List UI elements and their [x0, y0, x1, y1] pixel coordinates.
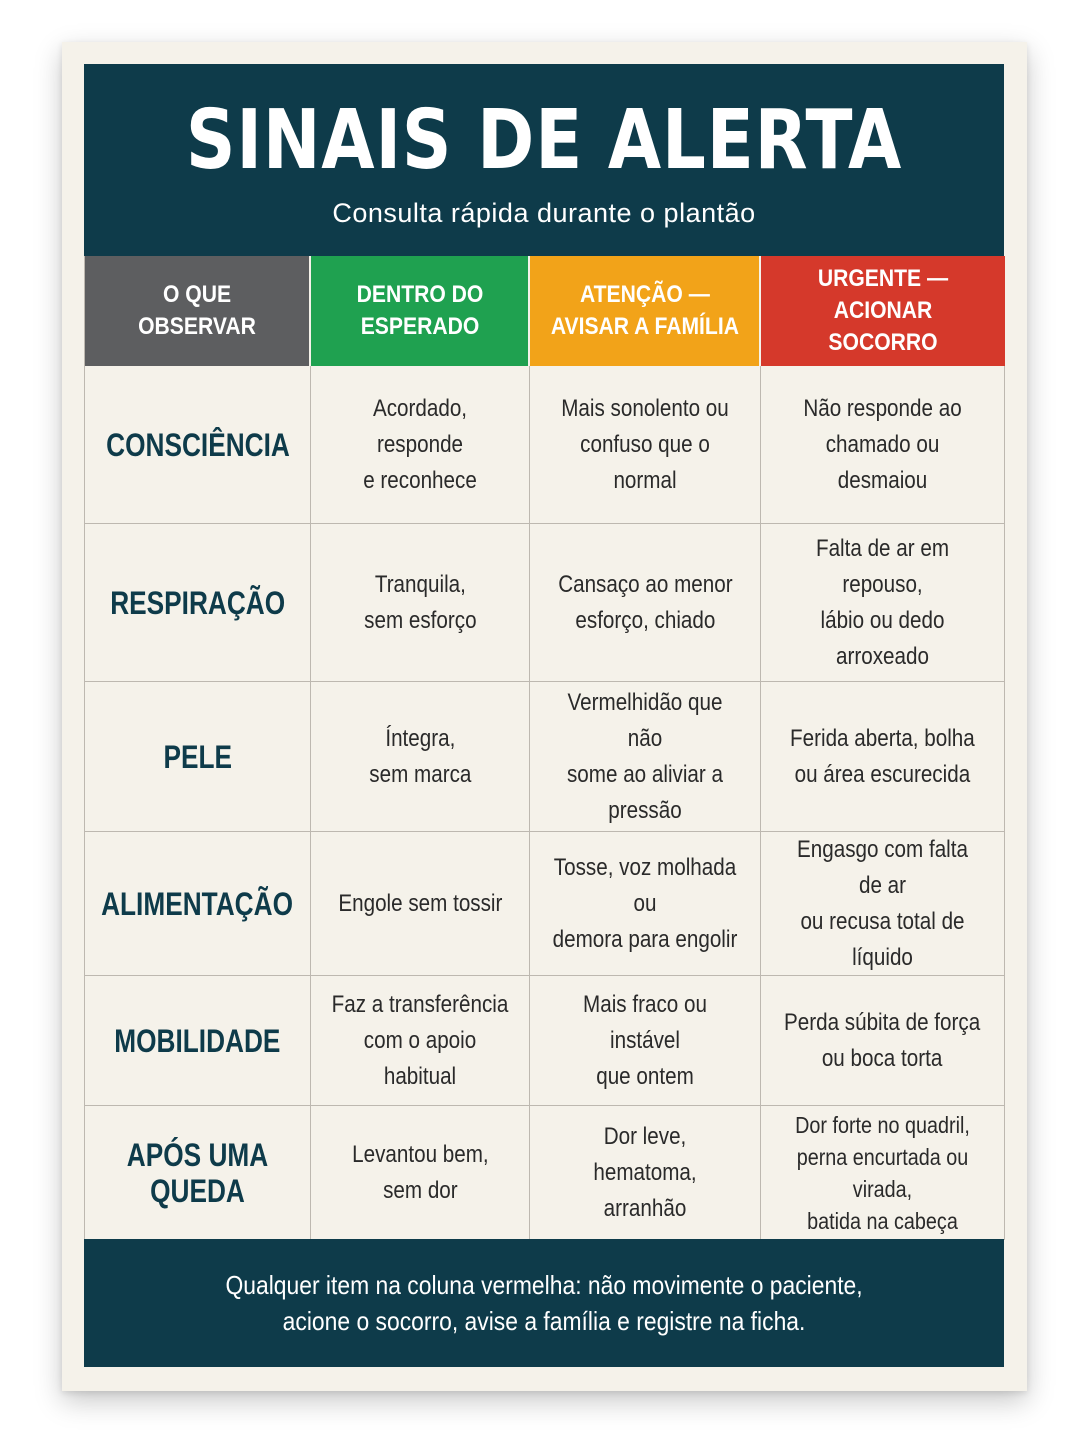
cell-attention: Cansaço ao menor esforço, chiado: [530, 524, 761, 682]
poster-subtitle: Consulta rápida durante o plantão: [332, 198, 756, 228]
column-header-observe: O QUE OBSERVAR: [85, 256, 311, 366]
cell-expected: Íntegra, sem marca: [311, 682, 530, 832]
alert-signs-table: [84, 256, 1005, 1240]
row-label-alimentacao: ALIMENTAÇÃO: [85, 832, 311, 976]
cell-attention: Mais fraco ou instável que ontem: [530, 976, 761, 1106]
alert-signs-poster: [62, 42, 1027, 1391]
cell-urgent: Não responde ao chamado ou desmaiou: [761, 366, 1005, 524]
cell-attention: Tosse, voz molhada ou demora para engolir: [530, 832, 761, 976]
column-header-attention: ATENÇÃO — AVISAR A FAMÍLIA: [530, 256, 761, 366]
column-header-urgent: URGENTE — ACIONAR SOCORRO: [761, 256, 1005, 366]
row-label-mobilidade: MOBILIDADE: [85, 976, 311, 1106]
cell-attention: Vermelhidão que não some ao aliviar a pressão: [530, 682, 761, 832]
cell-attention: Dor leve, hematoma, arranhão: [530, 1106, 761, 1240]
cell-attention: Mais sonolento ou confuso que o normal: [530, 366, 761, 524]
cell-urgent: Perda súbita de força ou boca torta: [761, 976, 1005, 1106]
cell-urgent: Engasgo com falta de ar ou recusa total de líquido: [761, 832, 1005, 976]
cell-urgent: Falta de ar em repouso, lábio ou dedo arroxeado: [761, 524, 1005, 682]
poster-title: SINAIS DE ALERTA: [185, 93, 903, 188]
row-label-pele: PELE: [85, 682, 311, 832]
cell-expected: Engole sem tossir: [311, 832, 530, 976]
cell-urgent: Dor forte no quadril, perna encurtada ou virada, batida na cabeça: [761, 1106, 1005, 1240]
row-label-respiracao: RESPIRAÇÃO: [85, 524, 311, 682]
footer-instruction: Qualquer item na coluna vermelha: não movimente o paciente, acione o socorro, avise a família e registre na ficha.: [84, 1239, 1004, 1367]
cell-expected: Tranquila, sem esforço: [311, 524, 530, 682]
cell-expected: Faz a transferência com o apoio habitual: [311, 976, 530, 1106]
column-header-expected: DENTRO DO ESPERADO: [311, 256, 530, 366]
poster-header: [84, 64, 1004, 256]
cell-expected: Acordado, responde e reconhece: [311, 366, 530, 524]
cell-urgent: Ferida aberta, bolha ou área escurecida: [761, 682, 1005, 832]
row-label-apos-queda: APÓS UMA QUEDA: [85, 1106, 311, 1240]
cell-expected: Levantou bem, sem dor: [311, 1106, 530, 1240]
row-label-consciencia: CONSCIÊNCIA: [85, 366, 311, 524]
